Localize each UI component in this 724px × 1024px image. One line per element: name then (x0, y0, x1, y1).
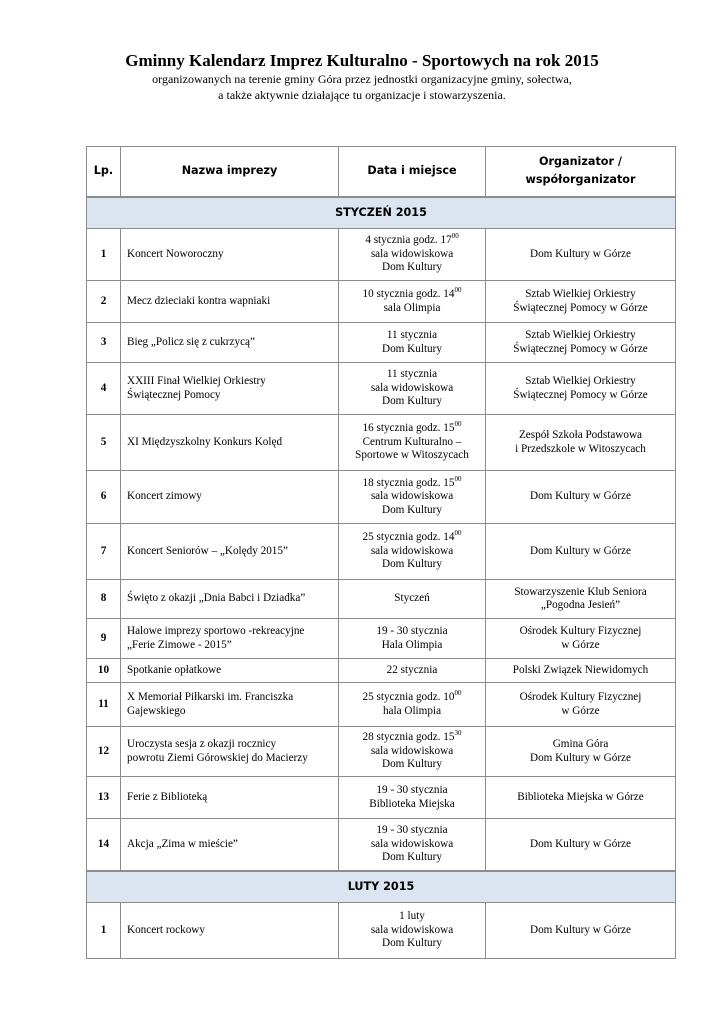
event-organizer-line: Ośrodek Kultury Fizycznej (519, 691, 642, 703)
event-date-text: 28 stycznia godz. 15 (362, 731, 455, 744)
event-name-line: Spotkanie opłatkowe (127, 663, 222, 676)
table-row (87, 659, 676, 683)
event-date-text: 10 stycznia godz. 14 (362, 288, 455, 300)
event-time-minutes: 00 (454, 689, 462, 697)
event-name (121, 229, 339, 281)
event-name (121, 683, 339, 727)
event-organizer-line: Dom Kultury w Górze (530, 837, 631, 850)
page-subtitle (0, 71, 724, 103)
event-organizer-line: i Przedszkole w Witoszycach (515, 442, 646, 455)
event-number: 7 (87, 524, 121, 580)
event-organizer-line: Gmina Góra (552, 738, 609, 750)
event-date-line (343, 234, 481, 248)
event-name-line: Koncert Seniorów – „Kolędy 2015” (127, 544, 288, 557)
event-name (121, 471, 339, 524)
event-date-text: Styczeń (394, 592, 430, 605)
event-time-minutes: 00 (454, 474, 462, 483)
event-date-line (343, 937, 481, 951)
event-date-line (343, 745, 481, 759)
header-name: Nazwa imprezy (121, 147, 339, 197)
event-date-place (339, 415, 486, 471)
event-organizer-line: Ośrodek Kultury Fizycznej (519, 625, 642, 637)
event-date-text: sala widowiskowa (370, 837, 454, 850)
event-date-line (343, 798, 481, 812)
table-row (87, 619, 676, 659)
event-date-text: Dom Kultury (382, 937, 442, 950)
event-number: 11 (87, 683, 121, 727)
event-organizer-line: Dom Kultury w Górze (530, 923, 631, 936)
table-row (87, 229, 676, 281)
event-date-text: 19 - 30 stycznia (376, 824, 448, 836)
event-date-line (343, 329, 481, 343)
event-organizer (486, 619, 676, 659)
event-organizer-line: Sztab Wielkiej Orkiestry (525, 288, 636, 300)
event-organizer (486, 819, 676, 871)
event-date-place (339, 580, 486, 619)
table-row (87, 281, 676, 323)
event-date-line (343, 924, 481, 938)
table-row (87, 683, 676, 727)
event-organizer-line: Sztab Wielkiej Orkiestry (525, 329, 636, 341)
event-date-line (343, 395, 481, 409)
event-name-line: powrotu Ziemi Górowskiej do Macierzy (127, 751, 308, 764)
event-organizer-line: Zespół Szkoła Podstawowa (518, 429, 643, 441)
event-date-text: sala Olimpia (383, 301, 441, 314)
event-number: 6 (87, 471, 121, 524)
event-date-text: 22 stycznia (386, 663, 438, 676)
event-organizer-line: Świątecznej Pomocy w Górze (513, 301, 648, 314)
event-name-line: Bieg „Policz się z cukrzycą” (127, 335, 255, 348)
table-header-row (87, 147, 676, 197)
event-date-place (339, 471, 486, 524)
event-number: 12 (87, 727, 121, 777)
event-date-text: Dom Kultury (382, 395, 442, 408)
event-date-text: Hala Olimpia (381, 638, 443, 651)
month-label: LUTY 2015 (87, 871, 676, 903)
table-row (87, 777, 676, 819)
event-date-text: sala widowiskowa (370, 923, 454, 936)
event-name-line: Halowe imprezy sportowo -rekreacyjne (127, 625, 305, 637)
event-date-line (343, 758, 481, 772)
event-date-line (343, 504, 481, 518)
event-date-line (343, 422, 481, 436)
event-organizer-line: Stowarzyszenie Klub Seniora (514, 585, 647, 598)
event-date-text: 11 stycznia (386, 329, 438, 341)
event-organizer (486, 415, 676, 471)
event-date-text: 16 stycznia godz. 15 (362, 422, 455, 435)
header-lp: Lp. (87, 147, 121, 197)
event-name (121, 777, 339, 819)
table-row (87, 471, 676, 524)
table-row (87, 819, 676, 871)
event-date-line (343, 449, 481, 463)
event-date-text: sala widowiskowa (370, 490, 454, 503)
table-row (87, 524, 676, 580)
event-date-text: Dom Kultury (382, 558, 442, 571)
event-organizer-line: w Górze (561, 704, 600, 717)
event-date-text: 19 - 30 stycznia (376, 625, 448, 637)
event-date-place (339, 683, 486, 727)
event-date-line (343, 592, 481, 606)
event-name (121, 415, 339, 471)
table-body (87, 197, 676, 959)
event-number: 14 (87, 819, 121, 871)
event-date-place (339, 619, 486, 659)
header-organizer-line: współorganizator (525, 173, 636, 187)
event-date-line (343, 261, 481, 275)
event-organizer (486, 471, 676, 524)
event-date-text: sala widowiskowa (370, 381, 454, 394)
event-organizer (486, 903, 676, 959)
event-name (121, 281, 339, 323)
event-name (121, 903, 339, 959)
header-date: Data i miejsce (339, 147, 486, 197)
event-date-text: 1 luty (399, 910, 425, 923)
event-name (121, 363, 339, 415)
event-date-text: Dom Kultury (382, 503, 442, 516)
event-name (121, 659, 339, 683)
event-date-line (343, 368, 481, 382)
event-organizer-line: Sztab Wielkiej Orkiestry (525, 375, 636, 387)
event-date-text: 18 stycznia godz. 15 (362, 476, 455, 489)
event-name (121, 323, 339, 363)
events-table (86, 146, 676, 959)
header-organizer (486, 147, 676, 197)
event-name-line: Świątecznej Pomocy (127, 388, 221, 401)
event-date-line (343, 531, 481, 545)
event-number: 4 (87, 363, 121, 415)
table-row (87, 580, 676, 619)
event-time-minutes: 00 (454, 420, 462, 429)
subtitle-line: organizowanych na terenie gminy Góra przez jednostki organizacyjne gminy, sołectwa, (152, 72, 572, 86)
event-date-line (343, 288, 481, 302)
event-date-text: sala widowiskowa (370, 247, 454, 260)
event-date-line (343, 248, 481, 262)
event-date-place (339, 659, 486, 683)
month-row (87, 197, 676, 229)
event-organizer (486, 323, 676, 363)
event-name-line: Koncert zimowy (127, 490, 202, 503)
event-date-text: hala Olimpia (382, 704, 442, 717)
event-number: 5 (87, 415, 121, 471)
event-number: 1 (87, 229, 121, 281)
event-time-minutes: 00 (454, 286, 462, 294)
event-organizer-line: Biblioteka Miejska w Górze (517, 790, 644, 803)
event-organizer-line: Dom Kultury w Górze (530, 544, 631, 557)
table-row (87, 323, 676, 363)
event-time-minutes: 00 (451, 232, 459, 241)
event-number: 1 (87, 903, 121, 959)
header-organizer-line: Organizator / (539, 155, 622, 169)
event-organizer (486, 659, 676, 683)
event-date-line (343, 545, 481, 559)
event-date-text: 25 stycznia godz. 14 (362, 531, 455, 544)
event-name (121, 524, 339, 580)
event-date-line (343, 490, 481, 504)
event-date-place (339, 524, 486, 580)
event-name (121, 580, 339, 619)
event-name-line: Święto z okazji „Dnia Babci i Dziadka” (127, 592, 306, 605)
month-label: STYCZEŃ 2015 (87, 197, 676, 229)
event-date-text: Sportowe w Witoszycach (355, 449, 469, 462)
event-date-place (339, 777, 486, 819)
event-time-minutes: 30 (454, 729, 462, 738)
event-organizer (486, 229, 676, 281)
month-row (87, 871, 676, 903)
event-number: 9 (87, 619, 121, 659)
event-organizer-line: Świątecznej Pomocy w Górze (513, 342, 648, 355)
event-date-line (343, 558, 481, 572)
event-date-text: 19 - 30 stycznia (376, 784, 448, 796)
event-name-line: X Memoriał Piłkarski im. Franciszka (127, 691, 294, 703)
event-date-place (339, 363, 486, 415)
event-date-text: Biblioteka Miejska (369, 797, 455, 810)
event-name-line: XI Międzyszkolny Konkurs Kolęd (127, 435, 283, 448)
event-organizer (486, 524, 676, 580)
event-organizer-line: Dom Kultury w Górze (530, 247, 631, 260)
event-date-line (343, 910, 481, 924)
event-date-text: Dom Kultury (382, 758, 442, 771)
event-date-text: 11 stycznia (386, 368, 438, 381)
subtitle-line: a także aktywnie działające tu organizacje i stowarzyszenia. (218, 88, 506, 102)
event-organizer (486, 777, 676, 819)
event-date-place (339, 323, 486, 363)
event-name-line: Gajewskiego (127, 704, 186, 717)
page-title: Gminny Kalendarz Imprez Kulturalno - Sportowych na rok 2015 (125, 51, 599, 70)
event-number: 2 (87, 281, 121, 323)
event-name-line: Uroczysta sesja z okazji rocznicy (127, 738, 277, 750)
event-date-line (343, 664, 481, 678)
event-organizer-line: Dom Kultury w Górze (530, 490, 631, 503)
event-name-line: Mecz dzieciaki kontra wapniaki (127, 294, 271, 307)
event-organizer (486, 727, 676, 777)
event-organizer (486, 580, 676, 619)
event-organizer (486, 281, 676, 323)
event-date-line (343, 343, 481, 357)
event-date-line (343, 474, 481, 491)
event-date-place (339, 819, 486, 871)
table-row (87, 415, 676, 471)
event-time-minutes: 00 (454, 529, 462, 538)
event-organizer-line: „Pogodna Jesień” (540, 599, 621, 611)
event-date-line (343, 302, 481, 316)
event-number: 8 (87, 580, 121, 619)
event-number: 13 (87, 777, 121, 819)
table-row (87, 363, 676, 415)
event-date-text: 4 stycznia godz. 17 (365, 234, 452, 247)
event-date-line (343, 705, 481, 719)
event-name (121, 727, 339, 777)
event-date-place (339, 903, 486, 959)
event-date-text: Dom Kultury (382, 851, 442, 863)
event-date-place (339, 727, 486, 777)
event-number: 10 (87, 659, 121, 683)
event-date-line (343, 436, 481, 450)
event-date-text: sala widowiskowa (370, 544, 454, 557)
event-date-line (343, 731, 481, 745)
event-date-line (343, 382, 481, 396)
table-row (87, 903, 676, 959)
event-name-line: Ferie z Biblioteką (127, 790, 208, 803)
event-date-line (343, 851, 481, 865)
event-date-line (343, 838, 481, 852)
event-name-line: „Ferie Zimowe - 2015” (127, 638, 232, 651)
event-date-line (343, 784, 481, 798)
event-date-text: sala widowiskowa (370, 744, 454, 757)
event-date-line (343, 625, 481, 639)
event-organizer-line: Świątecznej Pomocy w Górze (513, 388, 648, 401)
event-date-place (339, 281, 486, 323)
event-organizer (486, 363, 676, 415)
event-date-line (343, 824, 481, 838)
event-name-line: XXIII Finał Wielkiej Orkiestry (127, 375, 266, 387)
event-organizer-line: Polski Związek Niewidomych (512, 663, 649, 676)
event-name (121, 619, 339, 659)
table-row (87, 727, 676, 777)
event-date-place (339, 229, 486, 281)
event-organizer-line: w Górze (561, 638, 600, 651)
event-name-line: Akcja „Zima w mieście” (127, 837, 238, 850)
event-date-line (343, 639, 481, 653)
event-organizer-line: Dom Kultury w Górze (530, 751, 631, 764)
event-date-text: Dom Kultury (382, 342, 442, 355)
event-date-text: Dom Kultury (382, 261, 442, 274)
event-date-text: Centrum Kulturalno – (362, 435, 462, 448)
event-name-line: Koncert Noworoczny (127, 247, 224, 260)
event-date-text: 25 stycznia godz. 10 (362, 691, 455, 703)
event-name-line: Koncert rockowy (127, 923, 205, 936)
event-number: 3 (87, 323, 121, 363)
event-organizer (486, 683, 676, 727)
event-name (121, 819, 339, 871)
event-date-line (343, 691, 481, 705)
